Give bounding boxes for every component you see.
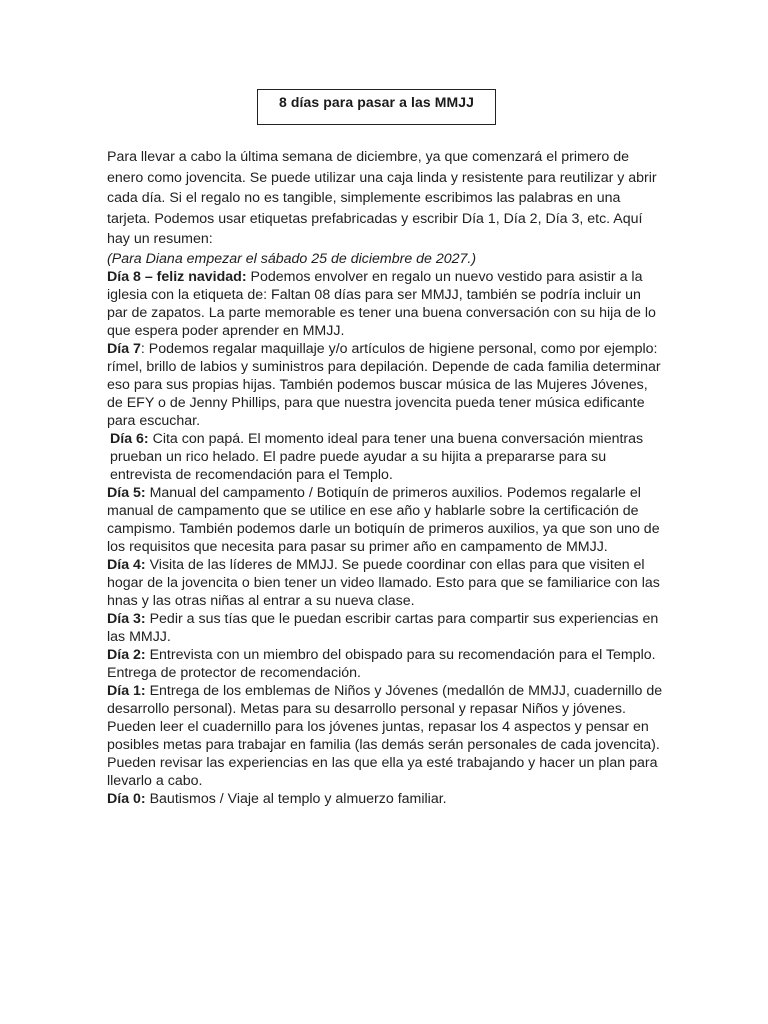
date-note: (Para Diana empezar el sábado 25 de diciembre de 2027.): [107, 250, 477, 267]
day-entry-7: [107, 340, 663, 430]
day-label: Día 4:: [107, 556, 146, 573]
day-text: Manual del campamento / Botiquín de primeros auxilios. Podemos regalarle el manual de campamento que se utilice en ese año y hablarle sobre la certificación de campismo. También podemos darle un botiquín de primeros auxilios, ya que son uno de los requisitos que necesita para pasar su primer año en campamento de MMJJ.: [107, 484, 660, 555]
day-entry-0: [107, 790, 663, 808]
day-label: Día 2:: [107, 646, 146, 663]
document-body: [107, 147, 663, 808]
day-entry-8: [107, 268, 663, 340]
day-label: Día 0:: [107, 790, 146, 807]
day-text: Visita de las líderes de MMJJ. Se puede coordinar con ellas para que visiten el hogar de la jovencita o bien tener un video llamado. Esto para que se familiarice con las hnas y las otras niñas al entrar a su nueva clase.: [107, 556, 660, 609]
page-title: 8 días para pasar a las MMJJ: [278, 94, 474, 110]
day-entry-2: [107, 646, 663, 682]
day-label: Día 1:: [107, 682, 146, 699]
day-label: Día 8 – feliz navidad:: [107, 268, 247, 285]
day-entry-1: [107, 682, 663, 790]
day-label: Día 5:: [107, 484, 146, 501]
day-text: : Podemos regalar maquillaje y/o artículos de higiene personal, como por ejemplo: rímel, brillo de labios y suministros para depilación. Depende de cada familia determinar eso para sus propias hijas. También podemos buscar música de las Mujeres Jóvenes, de EFY o de Jenny Phillips, para que nuestra jovencita pueda tener música edificante para escuchar.: [107, 340, 661, 429]
day-text: Entrevista con un miembro del obispado para su recomendación para el Templo. Entrega de protector de recomendación.: [107, 646, 656, 681]
day-entry-4: [107, 556, 663, 610]
day-text: Podemos envolver en regalo un nuevo vestido para asistir a la iglesia con la etiqueta de: Faltan 08 días para ser MMJJ, también se podría incluir un par de zapatos. La parte memorable es tener una buena conversación con su hija de lo que espera poder aprender en MMJJ.: [107, 268, 656, 339]
day-label: Día 3:: [107, 610, 146, 627]
day-text: Entrega de los emblemas de Niños y Jóvenes (medallón de MMJJ, cuadernillo de desarrollo personal). Metas para su desarrollo personal y repasar Niños y jóvenes. Pueden leer el cuadernillo para los jóvenes juntas, repasar los 4 aspectos y pensar en posibles metas para trabajar en familia (las demás serán personales de cada jovencita). Pueden revisar las experiencias en las que ella ya esté trabajando y hacer un plan para llevarlo a cabo.: [107, 682, 663, 789]
day-text: Pedir a sus tías que le puedan escribir cartas para compartir sus experiencias en las MMJJ.: [107, 610, 659, 645]
day-entry-6: [107, 430, 663, 484]
day-entry-3: [107, 610, 663, 646]
day-text: Bautismos / Viaje al templo y almuerzo familiar.: [145, 790, 447, 807]
title-box: [257, 89, 496, 125]
day-label: Día 6:: [110, 430, 149, 447]
day-text: Cita con papá. El momento ideal para tener una buena conversación mientras prueban un rico helado. El padre puede ayudar a su hijita a prepararse para su entrevista de recomendación para el Templo.: [110, 430, 644, 483]
day-entry-5: [107, 484, 663, 556]
intro-paragraph: Para llevar a cabo la última semana de diciembre, ya que comenzará el primero de enero como jovencita. Se puede utilizar una caja linda y resistente para reutilizar y abrir cada día. Si el regalo no es tangible, simplemente escribimos las palabras en una tarjeta. Podemos usar etiquetas prefabricadas y escribir Día 1, Día 2, Día 3, etc. Aquí hay un resumen:: [107, 149, 657, 247]
day-label: Día 7: [107, 340, 141, 357]
